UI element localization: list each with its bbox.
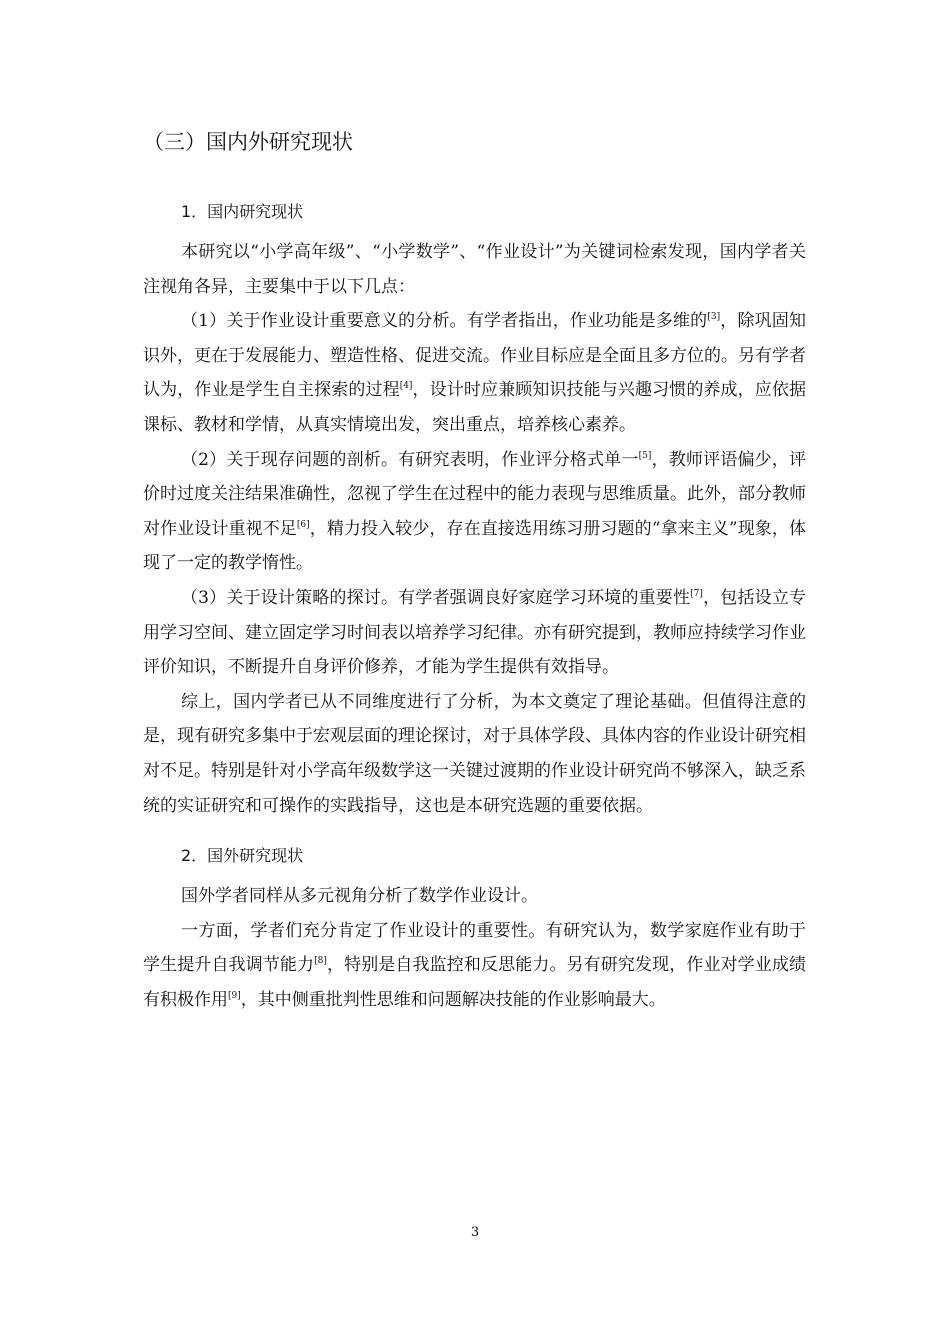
domestic-intro-paragraph: 本研究以“小学高年级”、“小学数学”、“作业设计”为关键词检索发现，国内学者关注视角各异，主要集中于以下几点： xyxy=(143,242,806,297)
domestic-point-1-paragraph xyxy=(143,304,806,442)
text-segment: ，包括设立专用学习空间、建立固定学习时间表以培养学习纪律。亦有研究提到，教师应持续学习作业评价知识，不断提升自身评价修养，才能为学生提供有效指导。 xyxy=(143,587,806,678)
section-heading: （三）国内外研究现状 xyxy=(143,130,353,154)
citation-ref: [5] xyxy=(638,450,652,461)
domestic-summary-paragraph: 综上，国内学者已从不同维度进行了分析，为本文奠定了理论基础。但值得注意的是，现有研究多集中于宏观层面的理论探讨，对于具体学段、具体内容的作业设计研究相对不足。特别是针对小学高年级数学这一关键过渡期的作业设计研究尚不够深入，缺乏系统的实证研究和可操作的实践指导，这也是本研究选题的重要依据。 xyxy=(143,691,806,816)
text-segment: （2）关于现存问题的剖析。有研究表明，作业评分格式单一 xyxy=(181,449,639,470)
page-number: 3 xyxy=(470,1225,480,1240)
foreign-intro-paragraph: 国外学者同样从多元视角分析了数学作业设计。 xyxy=(181,886,538,907)
text-segment: ，精力投入较少，存在直接选用练习册习题的“拿来主义”现象，体现了一定的教学惰性。 xyxy=(143,518,806,574)
text-segment: （3）关于设计策略的探讨。有学者强调良好家庭学习环境的重要性 xyxy=(181,587,691,608)
citation-ref: [3] xyxy=(707,312,721,323)
citation-ref: [9] xyxy=(228,990,241,1001)
foreign-research-heading: 2．国外研究现状 xyxy=(181,846,304,866)
citation-ref: [8] xyxy=(314,956,327,967)
text-segment: ，特别是自我监控和反思能力。另有研究发现，作业对学业成绩有积极作用 xyxy=(143,955,807,1010)
text-segment: ，其中侧重批判性思维和问题解决技能的作业影响最大。 xyxy=(240,989,666,1010)
foreign-point-1-paragraph xyxy=(143,914,806,1018)
text-segment: ，设计时应兼顾知识技能与兴趣习惯的养成，应依据课标、教材和学情，从真实情境出发，突出重点，培养核心素养。 xyxy=(143,380,807,435)
citation-ref: [7] xyxy=(690,588,703,599)
domestic-research-heading: 1．国内研究现状 xyxy=(181,202,304,221)
text-segment: ，教师评语偏少，评价时过度关注结果准确性，忽视了学生在过程中的能力表现与思维质量。此外，部分教师对作业设计重视不足 xyxy=(143,449,806,539)
citation-ref: [4] xyxy=(399,381,413,392)
text-segment: 一方面，学者们充分肯定了作业设计的重要性。有研究认为，数学家庭作业有助于学生提升自我调节能力 xyxy=(143,920,806,976)
text-segment: ，除巩固知识外，更在于发展能力、塑造性格、促进交流。作业目标应是全面且多方位的。另有学者认为，作业是学生自主探索的过程 xyxy=(143,311,807,401)
domestic-point-3-paragraph xyxy=(143,581,806,685)
domestic-point-2-paragraph xyxy=(143,443,806,581)
page-content xyxy=(143,122,806,1017)
citation-ref: [6] xyxy=(296,519,310,530)
text-segment: （1）关于作业设计重要意义的分析。有学者指出，作业功能是多维的 xyxy=(181,311,708,332)
